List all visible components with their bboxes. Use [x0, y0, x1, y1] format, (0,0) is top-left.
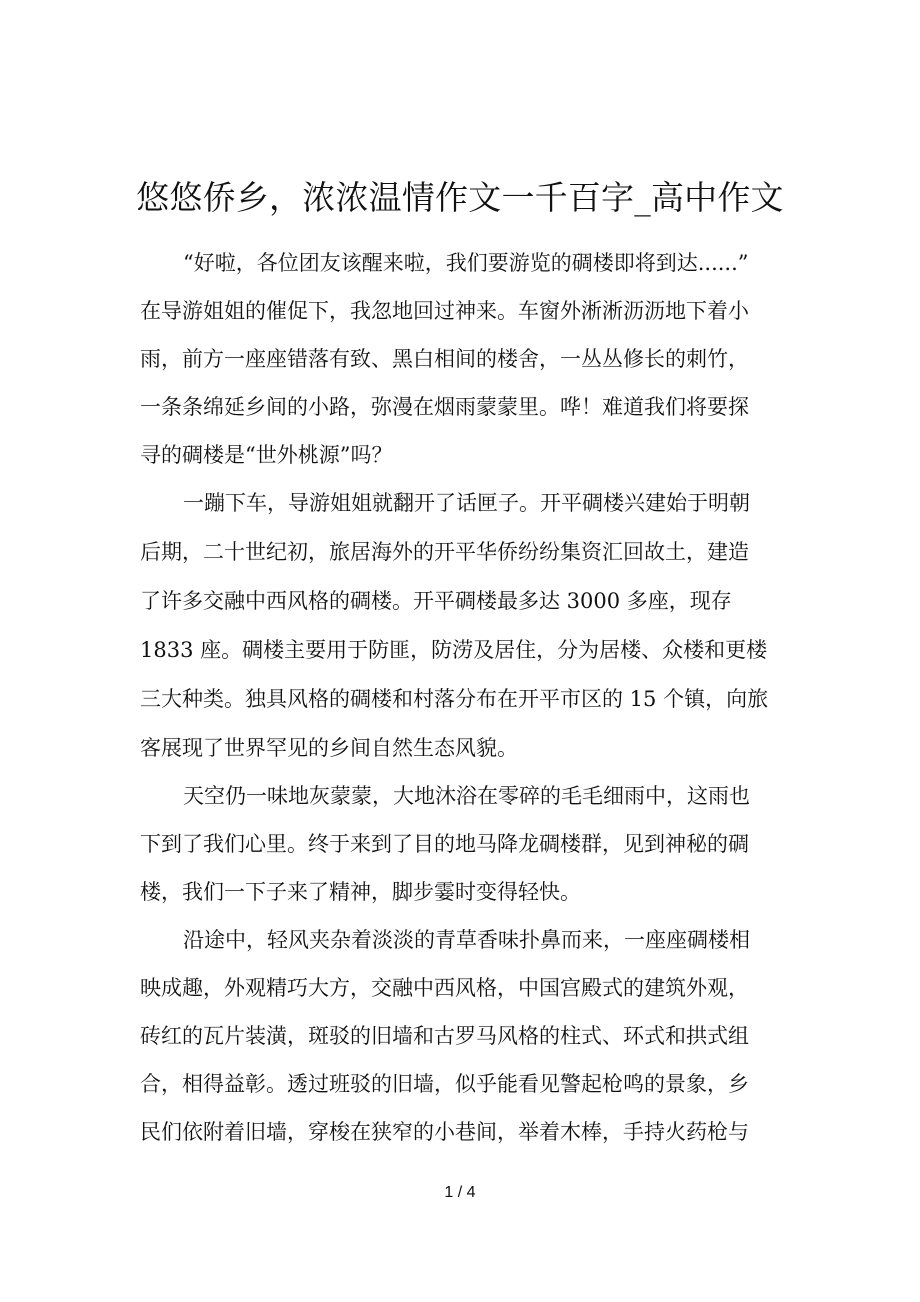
paragraph-line: 民们依附着旧墙，穿梭在狭窄的小巷间，举着木棒，手持火药枪与: [140, 1120, 749, 1144]
paragraph-line: 后期，二十世纪初，旅居海外的开平华侨纷纷集资汇回故土，建造: [140, 540, 749, 564]
paragraph-line: 天空仍一味地灰蒙蒙，大地沐浴在零碎的毛毛细雨中，这雨也: [183, 784, 750, 808]
paragraph-line: 沿途中，轻风夹杂着淡淡的青草香味扑鼻而来，一座座碉楼相: [183, 928, 750, 952]
paragraph-line: 砖红的瓦片装潢，斑驳的旧墙和古罗马风格的柱式、环式和拱式组: [140, 1024, 749, 1048]
paragraph-line: 一条条绵延乡间的小路，弥漫在烟雨蒙蒙里。哗！难道我们将要探: [140, 395, 749, 419]
paragraph-line: 三大种类。独具风格的碉楼和村落分布在开平市区的 15 个镇，向旅: [140, 687, 769, 711]
page-number: 1 / 4: [444, 1184, 476, 1201]
paragraph-line: 了许多交融中西风格的碉楼。开平碉楼最多达 3000 多座，现存: [140, 589, 732, 613]
paragraph-line: 在导游姐姐的催促下，我忽地回过神来。车窗外淅淅沥沥地下着小: [140, 299, 749, 323]
paragraph-line: 雨，前方一座座错落有致、黑白相间的楼舍，一丛丛修长的刺竹，: [140, 347, 749, 371]
document-title: 悠悠侨乡，浓浓温情作文一千百字_高中作文: [136, 178, 784, 217]
paragraph-line: 客展现了世界罕见的乡间自然生态风貌。: [140, 736, 518, 760]
paragraph-line: 下到了我们心里。终于来到了目的地马降龙碉楼群，见到神秘的碉: [140, 832, 749, 856]
paragraph-line: 映成趣，外观精巧大方，交融中西风格，中国宫殿式的建筑外观，: [140, 976, 749, 1000]
paragraph-line: 一蹦下车，导游姐姐就翻开了话匣子。开平碉楼兴建始于明朝: [183, 491, 750, 515]
paragraph-line: 寻的碉楼是“世外桃源”吗？: [140, 443, 393, 467]
paragraph-line: 1833 座。碉楼主要用于防匪，防涝及居住，分为居楼、众楼和更楼: [140, 638, 768, 662]
paragraph-line: 楼，我们一下子来了精神，脚步霎时变得轻快。: [140, 880, 581, 904]
paragraph-line: 合，相得益彰。透过班驳的旧墙，似乎能看见警起枪鸣的景象，乡: [140, 1072, 749, 1096]
paragraph-line: “好啦，各位团友该醒来啦，我们要游览的碉楼即将到达......”: [183, 251, 749, 275]
